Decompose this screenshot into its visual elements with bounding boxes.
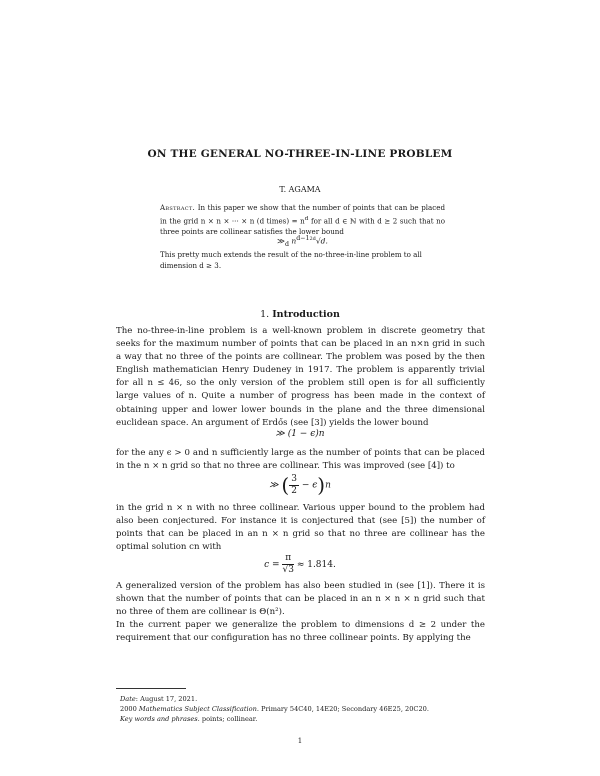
intro-paragraph-2: for the any ϵ > 0 and n sufficiently large as the number of points that can be placed in the n × n grid so that no three are collinear. This was improved (see [4]) to xyxy=(116,448,485,472)
footnote-keywords xyxy=(120,714,500,724)
date-value: : August 17, 2021. xyxy=(135,695,198,703)
eq3-lhs: c = xyxy=(264,560,280,570)
paper-title: ON THE GENERAL NO-THREE-IN-LINE PROBLEM xyxy=(147,148,453,160)
section-heading xyxy=(0,309,600,320)
eq2-fraction xyxy=(289,474,299,497)
keywords-label: Key words and phrases. xyxy=(120,715,200,723)
abstract-bound: $≫_d$ $n^{d-12d}√d$. xyxy=(277,235,328,248)
equation-2: ≫ ( $\frac{3}{2}$ − ϵ)n xyxy=(269,473,331,497)
abstract-text-end: for all d ∈ ℕ with d ≥ 2 such that no three points are collinear satisfies the lower bound xyxy=(160,215,445,236)
msc-label: Mathematics Subject Classification. xyxy=(138,705,259,713)
eq3-fraction xyxy=(282,553,293,576)
intro-paragraph-4: A generalized version of the problem has also been studied in (see [1]). There it is shown that the number of points that can be placed in an n × n × n grid such that no three of them are collinear is Θ(n²). xyxy=(116,581,485,618)
eq2-prefix: ≫ xyxy=(269,480,279,491)
msc-value: Primary 54C40, 14E20; Secondary 46E25, 20C20. xyxy=(258,705,429,713)
intro-paragraph-5: In the current paper we generalize the problem to dimensions d ≥ 2 under the requirement that our configuration has no three collinear points. By applying the xyxy=(116,620,485,644)
eq3-num: π xyxy=(282,553,293,565)
page-number: 1 xyxy=(297,737,303,745)
abstract-conclusion: This pretty much extends the result of the no-three-in-line problem to all dimension d ≥ 3. xyxy=(160,250,422,270)
intro-paragraph-3: in the grid n × n with no three collinear. Various upper bound to the problem had also been conjectured. For instance it is conjectured that (see [5]) the number of points that can be placed in an n × n grid so that no three are collinear has the optimal solution cn with xyxy=(116,503,485,553)
eq2-suffix: − ϵ xyxy=(301,480,318,491)
eq2-num: 3 xyxy=(291,473,297,484)
msc-prefix: 2000 xyxy=(120,705,139,713)
footnote-msc xyxy=(120,704,500,714)
date-label: Date xyxy=(120,695,136,703)
equation-1: ≫ (1 − ϵ)n xyxy=(275,429,325,439)
author-name: T. AGAMA xyxy=(279,185,321,194)
equation-3 xyxy=(0,553,600,576)
eq2-den: 2 xyxy=(291,485,297,496)
bound-root-index: 2d xyxy=(309,236,316,242)
bound-symbol: ≫ xyxy=(277,236,286,246)
section-title: Introduction xyxy=(272,309,340,320)
bound-n: n xyxy=(289,236,297,246)
bound-root-arg: d. xyxy=(320,236,328,246)
eq3-rhs: ≈ 1.814. xyxy=(296,560,336,570)
section-number: 1. xyxy=(260,309,270,320)
eq3-den: √3 xyxy=(282,565,294,575)
bound-exp: d−1 xyxy=(296,235,310,242)
intro-paragraph-1: The no-three-in-line problem is a well-known problem in discrete geometry that seeks for the maximum number of points that can be placed in an n×n grid in such a way that no three of the points are collinear. The problem was posed by the then English mathematician Henry Dudeney in 1917. The problem is apparently trivial for all n ≤ 46, so the only version of the problem still open is for all sufficiently large values of n. Quite a number of progress has been made in the context of obtaining upper and lower lower bounds in the plane and the three dimensional euclidean space. An argument of Erdős (see [3]) yields the lower bound xyxy=(116,326,485,428)
footnote-date xyxy=(120,694,500,704)
abstract xyxy=(160,203,445,237)
eq2-var: n xyxy=(325,480,331,491)
abstract-sup: d xyxy=(304,215,309,222)
footnote-rule xyxy=(116,688,186,689)
abstract-label: Abstract. xyxy=(160,203,196,212)
bound-sub: d xyxy=(285,241,290,248)
abstract-text: In this paper we show that the number of points that can be placed in the grid n × n × ··· × n (d times) = n xyxy=(160,203,445,225)
keywords-value: points; collinear. xyxy=(199,715,258,723)
